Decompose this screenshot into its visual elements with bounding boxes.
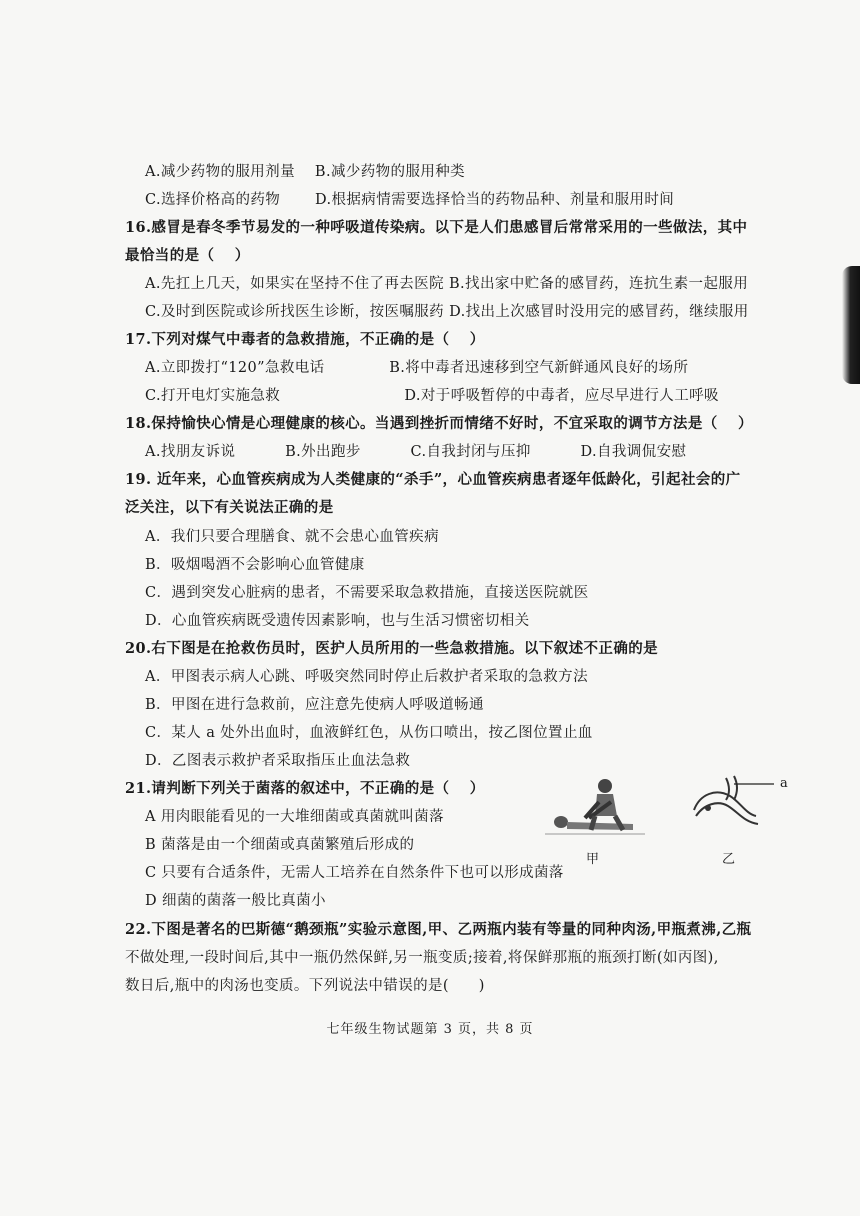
q22-stem-line-1: 22.下图是著名的巴斯德“鹅颈瓶”实验示意图,甲、乙两瓶内装有等量的同种肉汤,甲瓶煮沸,乙瓶 bbox=[125, 921, 752, 938]
figure-label-a: a bbox=[780, 776, 788, 791]
q19-option-a: A．我们只要合理膳食、就不会患心血管疾病 bbox=[145, 529, 439, 545]
scan-edge-shadow bbox=[842, 266, 860, 384]
q17-options-ab: A.立即拨打“120”急救电话 B.将中毒者迅速移到空气新鲜通风良好的场所 bbox=[145, 360, 689, 376]
cpr-illustration bbox=[545, 772, 645, 844]
q18-stem: 18.保持愉快心情是心理健康的核心。当遇到挫折而情绪不好时，不宜采取的调节方法是（ ） bbox=[125, 415, 753, 432]
q19-stem-line-1: 19. 近年来，心血管疾病成为人类健康的“杀手”，心血管疾病患者逐年低龄化，引起社会的广 bbox=[125, 471, 741, 488]
q20-stem: 20.右下图是在抢救伤员时，医护人员所用的一些急救措施。以下叙述不正确的是 bbox=[125, 640, 659, 657]
q19-stem-line-2: 泛关注，以下有关说法正确的是 bbox=[125, 499, 334, 516]
q16-stem-line-2: 最恰当的是（ ） bbox=[125, 247, 250, 264]
page-footer: 七年级生物试题第 3 页，共 8 页 bbox=[326, 1022, 534, 1037]
q18-options: A.找朋友诉说 B.外出跑步 C.自我封闭与压抑 D.自我调侃安慰 bbox=[145, 444, 687, 460]
q21-option-b: B 菌落是由一个细菌或真菌繁殖后形成的 bbox=[145, 837, 415, 853]
q19-option-c: C．遇到突发心脏病的患者，不需要采取急救措施，直接送医院就医 bbox=[145, 585, 589, 601]
q17-options-cd: C.打开电灯实施急救 D.对于呼吸暂停的中毒者，应尽早进行人工呼吸 bbox=[145, 388, 719, 404]
q22-stem-line-2: 不做处理,一段时间后,其中一瓶仍然保鲜,另一瓶变质;接着,将保鲜那瓶的瓶颈打断(如丙图), bbox=[125, 950, 719, 966]
q20-option-c: C．某人 a 处外出血时，血液鲜红色，从伤口喷出，按乙图位置止血 bbox=[145, 725, 593, 741]
q16-options-cd: C.及时到医院或诊所找医生诊断，按医嘱服药 D.找出上次感冒时没用完的感冒药，继续服用 bbox=[145, 304, 749, 320]
q21-option-d: D 细菌的菌落一般比真菌小 bbox=[145, 893, 326, 909]
q15-options-ab: A.减少药物的服用剂量 B.减少药物的服用种类 bbox=[145, 164, 466, 180]
q20-option-d: D．乙图表示救护者采取指压止血法急救 bbox=[145, 753, 411, 769]
q16-options-ab: A.先扛上几天，如果实在坚持不住了再去医院 B.找出家中贮备的感冒药，连抗生素一起服用 bbox=[145, 276, 749, 292]
q22-stem-line-3: 数日后,瓶中的肉汤也变质。下列说法中错误的是( ) bbox=[125, 978, 485, 994]
q21-option-c: C 只要有合适条件，无需人工培养在自然条件下也可以形成菌落 bbox=[145, 865, 564, 881]
q20-option-b: B．甲图在进行急救前，应注意先使病人呼吸道畅通 bbox=[145, 697, 484, 713]
figure-label-jia: 甲 bbox=[586, 852, 600, 867]
q20-option-a: A．甲图表示病人心跳、呼吸突然同时停止后救护者采取的急救方法 bbox=[145, 669, 588, 685]
q16-stem-line-1: 16.感冒是春冬季节易发的一种呼吸道传染病。以下是人们患感冒后常常采用的一些做法，其中 bbox=[125, 219, 748, 236]
q15-options-cd: C.选择价格高的药物 D.根据病情需要选择恰当的药物品种、剂量和服用时间 bbox=[145, 192, 675, 208]
q17-stem: 17.下列对煤气中毒者的急救措施，不正确的是（ ） bbox=[125, 331, 485, 348]
q19-option-b: B．吸烟喝酒不会影响心血管健康 bbox=[145, 557, 365, 573]
figure-label-yi: 乙 bbox=[722, 852, 736, 867]
q19-option-d: D．心血管疾病既受遗传因素影响，也与生活习惯密切相关 bbox=[145, 613, 530, 629]
q21-stem: 21.请判断下列关于菌落的叙述中，不正确的是（ ） bbox=[125, 780, 485, 797]
q21-option-a: A 用肉眼能看见的一大堆细菌或真菌就叫菌落 bbox=[145, 809, 444, 825]
pressure-point-illustration bbox=[686, 770, 778, 834]
